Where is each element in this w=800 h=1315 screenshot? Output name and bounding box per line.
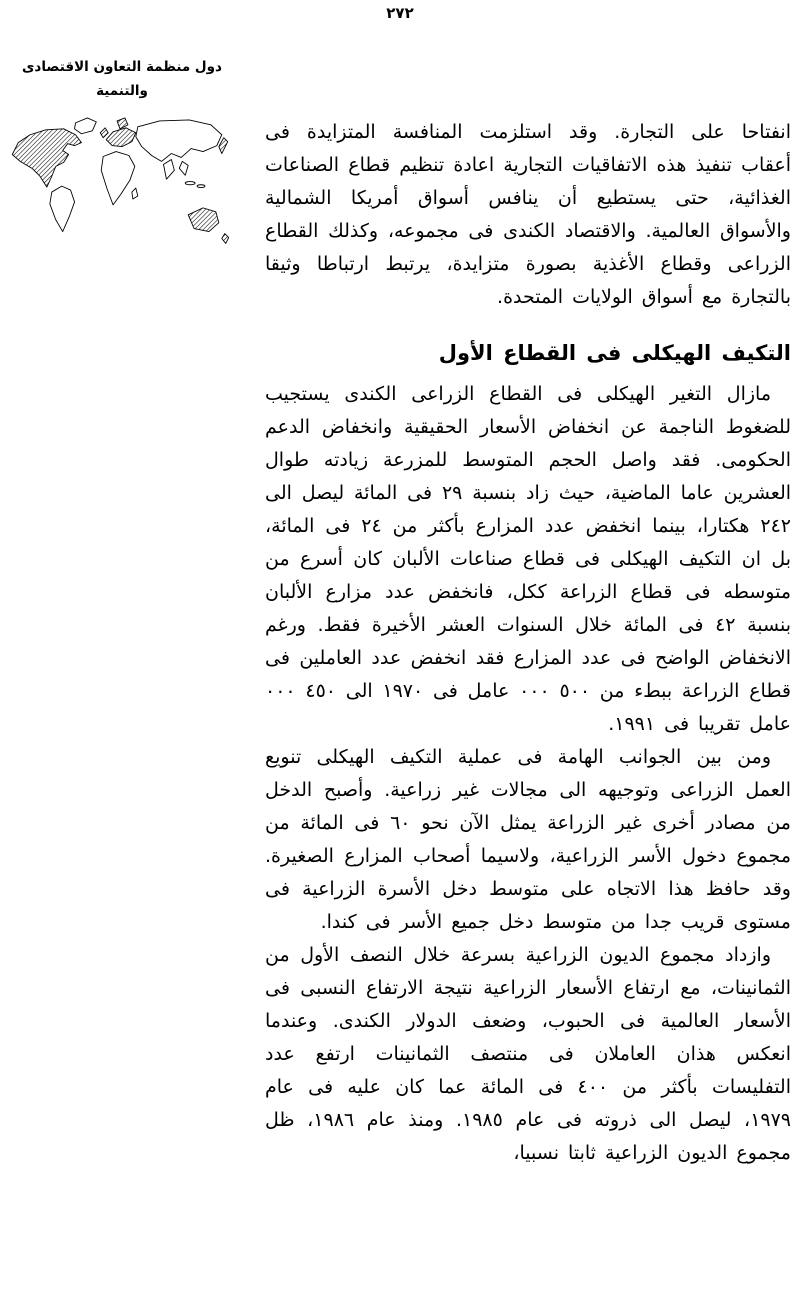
body-paragraph-2: مازال التغير الهيكلى فى القطاع الزراعى الكندى يستجيب للضغوط الناجمة عن انخفاض الأسعار الحقيقية وانخفاض الدعم الحكومى. فقد واصل الحجم المتوسط للمزرعة زيادته طوال العشرين عاما الماضية، حيث زاد بنسبة ٢٩ فى المائة ليصل الى ٢٤٢ هكتارا، بينما انخفض عدد المزارع بأكثر من ٢٤ فى المائة، بل ان التكيف الهيكلى فى قطاع صناعات الألبان كان أسرع من متوسطه فى قطاع الزراعة ككل، فانخفض عدد مزارع الألبان بنسبة ٤٢ فى المائة خلال السنوات العشر الأخيرة فقط. ورغم الانخفاض الواضح فى عدد المزارع فقد انخفض عدد العاملين فى قطاع الزراعة ببطء من ٥٠٠ ٠٠٠ عامل فى ١٩٧٠ الى ٤٥٠ ٠٠٠ عامل تقريبا فى ١٩٩١. — [265, 383, 792, 735]
oecd-map-figure — [6, 55, 238, 281]
body-paragraph-3: ومن بين الجوانب الهامة فى عملية التكيف الهيكلى تنويع العمل الزراعى وتوجيهه الى مجالات غير زراعية. وأصبح الدخل من مصادر أخرى غير الزراعة يمثل الآن نحو ٦٠ فى المائة من مجموع دخول الأسر الزراعية، ولاسيما أصحاب المزارع الصغيرة. وقد حافظ هذا الاتجاه على متوسط دخل الأسرة الزراعية فى مستوى قريب جدا من متوسط دخل جميع الأسر فى كندا. — [265, 746, 791, 933]
map-caption-line1: دول منظمة التعاون الاقتصادى — [22, 59, 222, 75]
page-number: ٢٧٢ — [386, 4, 414, 22]
main-text-column — [265, 116, 791, 1170]
section-heading: التكيف الهيكلى فى القطاع الأول — [438, 341, 791, 365]
map-caption-line2: والتنمية — [96, 83, 148, 99]
world-map — [6, 113, 234, 281]
map-caption — [6, 55, 238, 103]
world-map-icon — [6, 113, 234, 281]
body-paragraph-1: انفتاحا على التجارة. وقد استلزمت المنافسة المتزايدة فى أعقاب تنفيذ هذه الاتفاقيات التجارية اعادة تنظيم قطاع الصناعات الغذائية، حتى يستطيع أن ينافس أسواق أمريكا الشمالية والأسواق العالمية. والاقتصاد الكندى فى مجموعه، وكذلك القطاع الزراعى وقطاع الأغذية بصورة متزايدة، يرتبط ارتباطا وثيقا بالتجارة مع أسواق الولايات المتحدة. — [265, 121, 791, 308]
body-paragraph-4: وازداد مجموع الديون الزراعية بسرعة خلال النصف الأول من الثمانينات، مع ارتفاع الأسعار الزراعية نتيجة الارتفاع النسبى فى الأسعار العالمية فى الحبوب، وضعف الدولار الكندى. وعندما انعكس هذان العاملان فى منتصف الثمانينات ارتفع عدد التفليسات بأكثر من ٤٠٠ فى المائة عما كان عليه فى عام ١٩٧٩، ليصل الى ذروته فى عام ١٩٨٥. ومنذ عام ١٩٨٦، ظل مجموع الديون الزراعية ثابتا نسبيا، — [265, 944, 792, 1164]
